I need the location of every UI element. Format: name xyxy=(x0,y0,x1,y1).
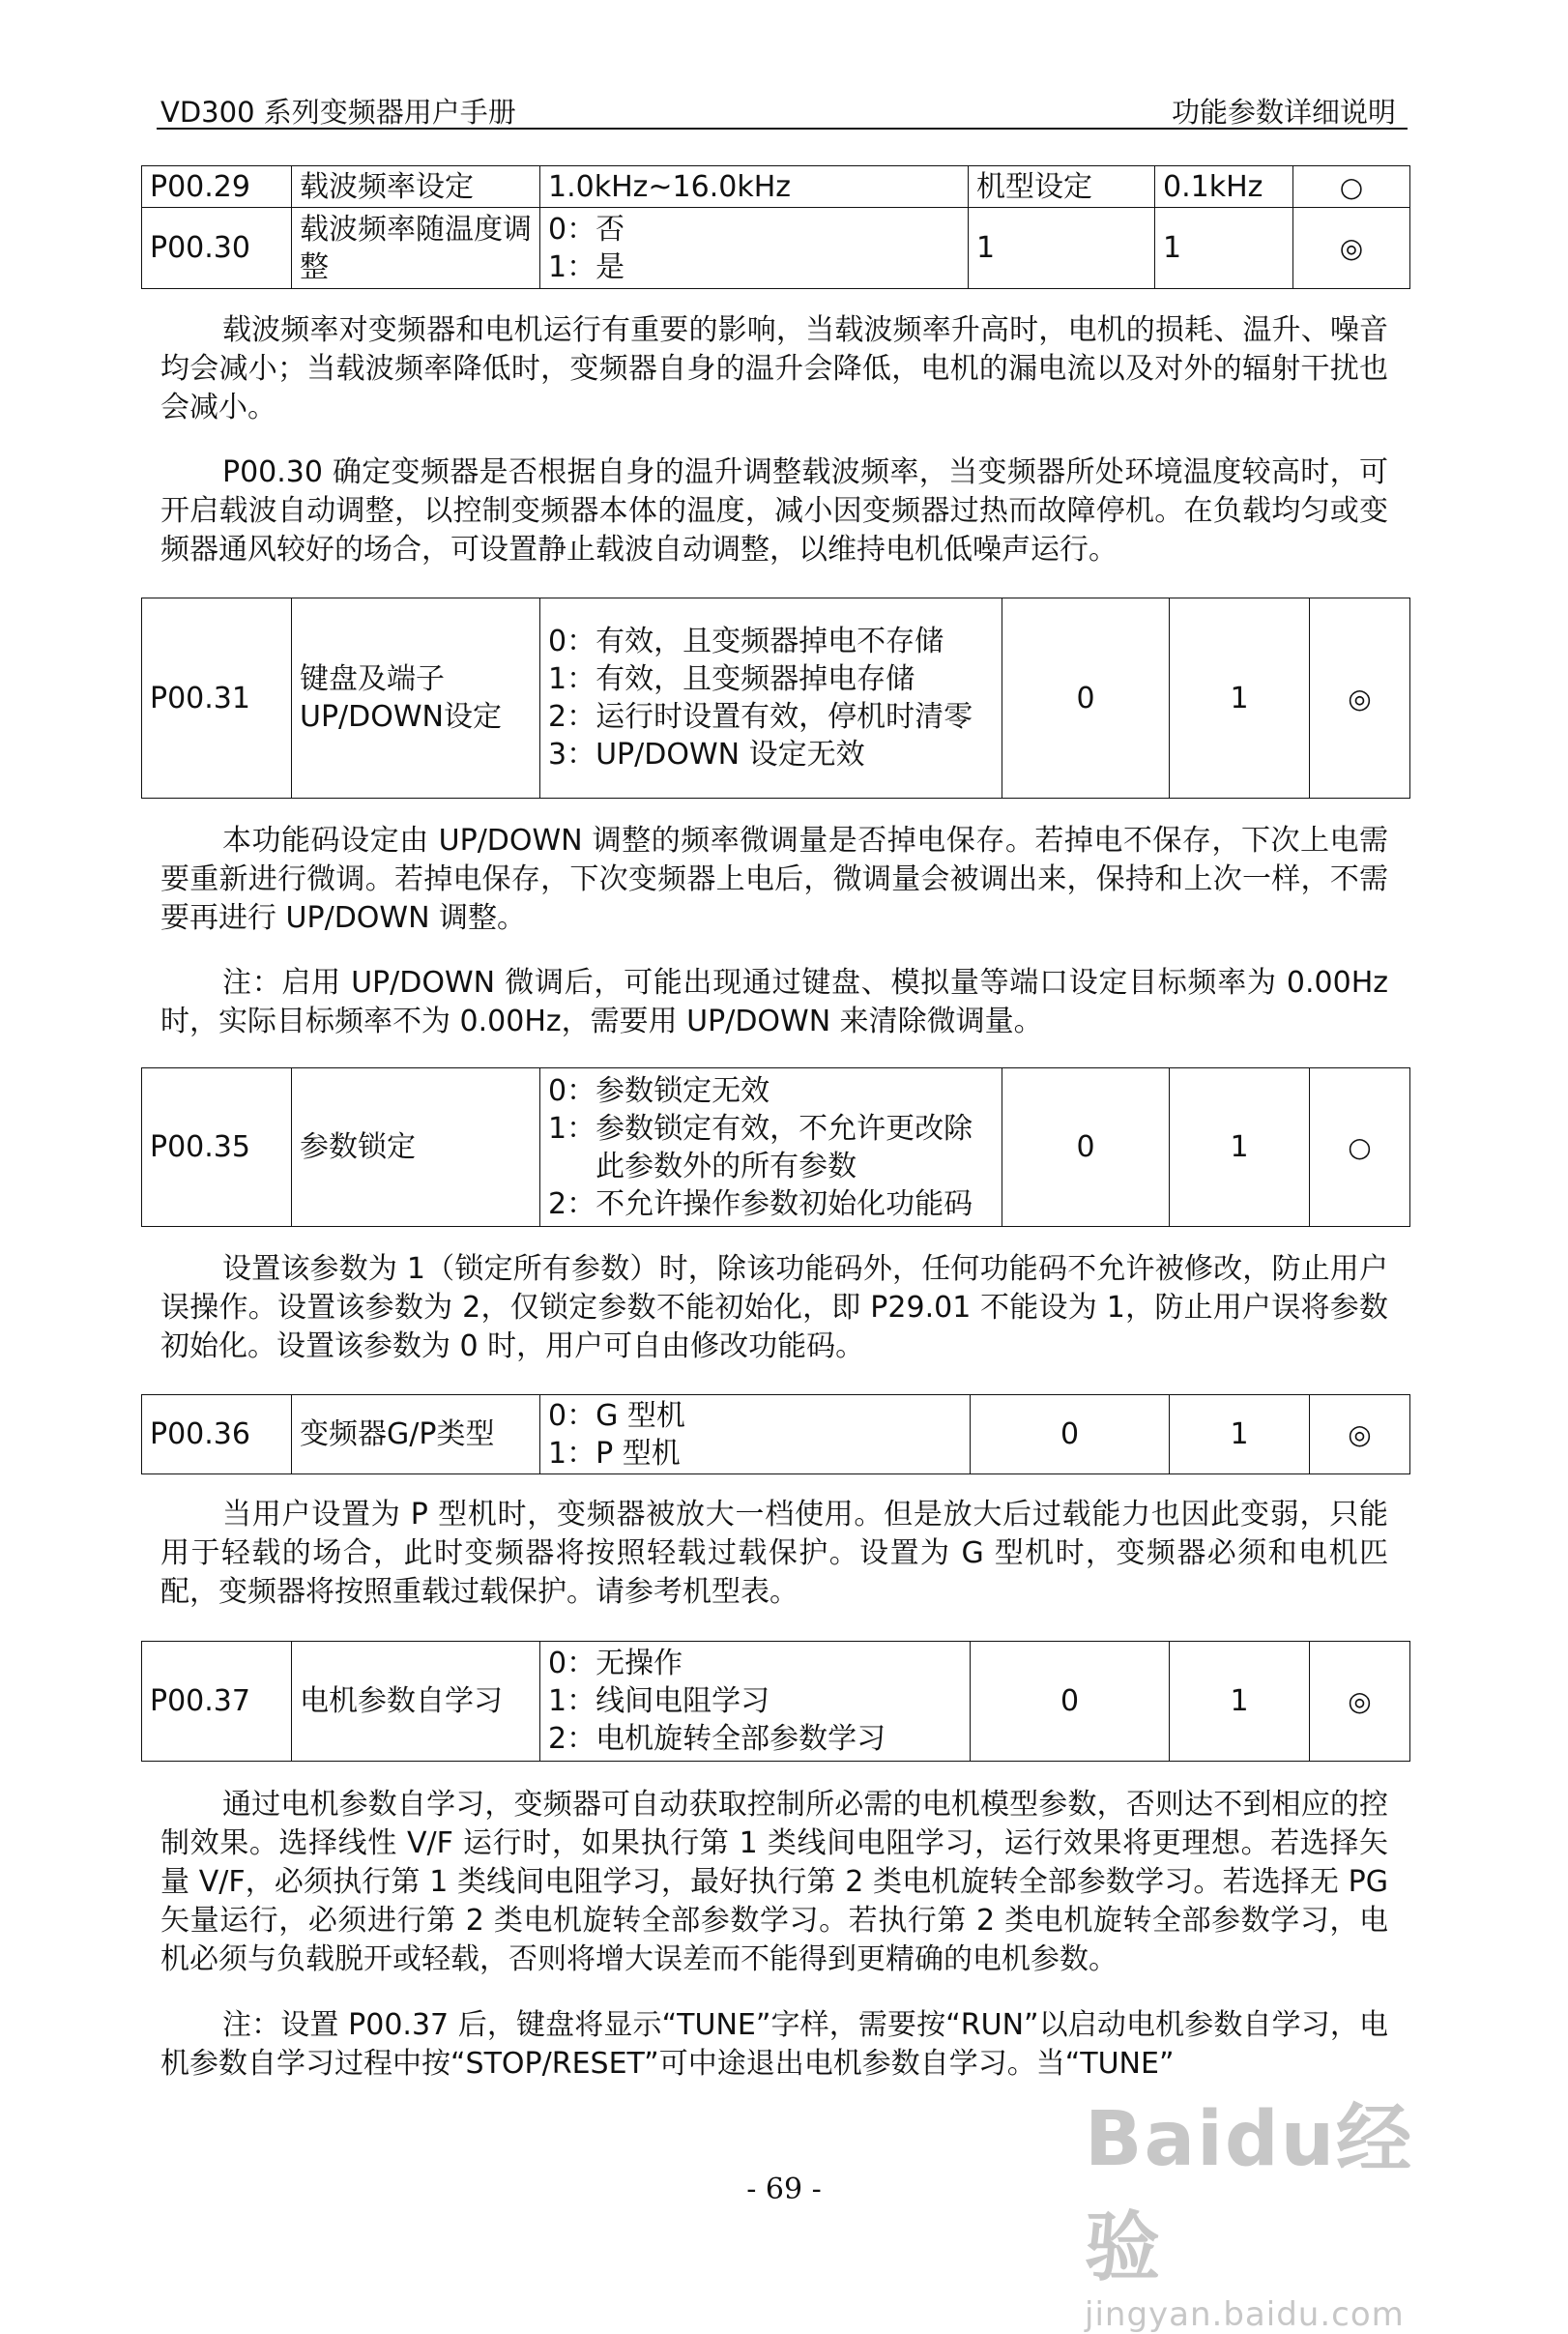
param-name xyxy=(292,598,540,799)
param-default: 1 xyxy=(969,208,1155,289)
option-item: 1： 是 xyxy=(548,249,625,284)
param-name: 变频器G/P类型 xyxy=(292,1395,540,1474)
option-item: 1： 有效，且变频器掉电存储 xyxy=(548,662,915,696)
table-row xyxy=(142,1068,1410,1227)
param-code: P00.29 xyxy=(142,166,292,208)
param-attr: ◎ xyxy=(1293,208,1410,289)
param-table-p00-35 xyxy=(141,1067,1410,1227)
paragraph-note-up-down: 注：启用 UP/DOWN 微调后，可能出现通过键盘、模拟量等端口设定目标频率为 0.00Hz 时，实际目标频率不为 0.00Hz，需要用 UP/DOWN 来清除微调量。 xyxy=(160,966,1388,1038)
param-code: P00.37 xyxy=(142,1642,292,1762)
option-item: 0： G 型机 xyxy=(548,1398,685,1433)
param-name-line2: UP/DOWN设定 xyxy=(300,700,502,734)
param-unit: 1 xyxy=(1170,1068,1310,1227)
table-row xyxy=(142,1642,1410,1762)
param-options xyxy=(540,1395,971,1474)
header-section: 功能参数详细说明 xyxy=(1171,96,1396,129)
option-item: 1： 参数锁定有效，不允许更改除此参数外的所有参数 xyxy=(548,1111,973,1183)
param-options xyxy=(540,1642,971,1762)
param-unit: 1 xyxy=(1155,208,1293,289)
option-item: 0： 无操作 xyxy=(548,1647,683,1680)
param-unit: 1 xyxy=(1170,1395,1310,1474)
page-number: - 69 - xyxy=(746,2173,822,2206)
paragraph-autotune: 通过电机参数自学习，变频器可自动获取控制所必需的电机模型参数，否则达不到相应的控制效果。选择线性 V/F 运行时，如果执行第 1 类线间电阻学习，运行效果将更理想。若选择矢量 V/F，必须执行第 1 类线间电阻学习，最好执行第 2 类电机旋转全部参数学习。若选择无 PG 矢量运行，必须进行第 2 类电机旋转全部参数学习。若执行第 2 类电机旋转全部参数学习，电机必须与负载脱开或轻载，否则将增大误差而不能得到更精确的电机参数。 xyxy=(160,1788,1388,1976)
param-default: 0 xyxy=(971,1642,1170,1762)
param-table-p00-37 xyxy=(141,1641,1410,1762)
option-item: 2： 运行时设置有效，停机时清零 xyxy=(548,700,973,734)
table-row xyxy=(142,1395,1410,1474)
param-attr: ○ xyxy=(1293,166,1410,208)
paragraph-gp-type: 当用户设置为 P 型机时，变频器被放大一档使用。但是放大后过载能力也因此变弱，只能用于轻载的场合，此时变频器将按照轻载过载保护。设置为 G 型机时，变频器必须和电机匹配，变频器将按照重载过载保护。请参考机型表。 xyxy=(160,1498,1388,1609)
param-name-line1: 键盘及端子 xyxy=(300,662,445,696)
param-default: 机型设定 xyxy=(969,166,1155,208)
watermark-logo: Baidu经验 xyxy=(1085,2096,1414,2291)
header-divider xyxy=(157,128,1408,130)
param-name: 载波频率随温度调整 xyxy=(292,208,540,289)
paragraph-p00-30: P00.30 确定变频器是否根据自身的温升调整载波频率，当变频器所处环境温度较高时，可开启载波自动调整，以控制变频器本体的温度，减小因变频器过热而故障停机。在负载均匀或变频器通风较好的场合，可设置静止载波自动调整，以维持电机低噪声运行。 xyxy=(160,455,1388,567)
table-row xyxy=(142,166,1410,208)
option-item: 1： 线间电阻学习 xyxy=(548,1684,770,1718)
option-item: 0： 参数锁定无效 xyxy=(548,1073,770,1108)
param-range: 1.0kHz~16.0kHz xyxy=(540,166,969,208)
header-title: VD300 系列变频器用户手册 xyxy=(160,96,516,129)
table-row xyxy=(142,208,1410,289)
param-options xyxy=(540,1068,1002,1227)
param-default: 0 xyxy=(971,1395,1170,1474)
param-attr: ◎ xyxy=(1310,1395,1410,1474)
param-unit: 1 xyxy=(1170,1642,1310,1762)
param-attr: ◎ xyxy=(1310,598,1410,799)
param-table-p00-36 xyxy=(141,1394,1410,1474)
paragraph-note-tune: 注：设置 P00.37 后，键盘将显示“TUNE”字样，需要按“RUN”以启动电机参数自学习，电机参数自学习过程中按“STOP/RESET”可中途退出电机参数自学习。当“TUNE” xyxy=(160,2008,1388,2081)
option-item: 3： UP/DOWN 设定无效 xyxy=(548,738,865,772)
param-name: 电机参数自学习 xyxy=(292,1642,540,1762)
param-default: 0 xyxy=(1002,598,1170,799)
param-options xyxy=(540,598,1002,799)
table-row xyxy=(142,598,1410,799)
param-name: 参数锁定 xyxy=(292,1068,540,1227)
watermark-url: jingyan.baidu.com xyxy=(1085,2295,1405,2334)
param-table-p00-31 xyxy=(141,598,1410,799)
option-item: 1： P 型机 xyxy=(548,1436,681,1471)
param-code: P00.30 xyxy=(142,208,292,289)
param-attr: ○ xyxy=(1310,1068,1410,1227)
param-code: P00.36 xyxy=(142,1395,292,1474)
param-code: P00.31 xyxy=(142,598,292,799)
param-options xyxy=(540,208,969,289)
option-item: 2： 电机旋转全部参数学习 xyxy=(548,1722,886,1756)
option-item: 2： 不允许操作参数初始化功能码 xyxy=(548,1186,973,1221)
option-item: 0： 否 xyxy=(548,212,625,247)
option-item: 0： 有效，且变频器掉电不存储 xyxy=(548,625,944,658)
paragraph-param-lock: 设置该参数为 1（锁定所有参数）时，除该功能码外，任何功能码不允许被修改，防止用户误操作。设置该参数为 2，仅锁定参数不能初始化，即 P29.01 不能设为 1，防止用户误将参数初始化。设置该参数为 0 时，用户可自由修改功能码。 xyxy=(160,1252,1388,1363)
param-unit: 0.1kHz xyxy=(1155,166,1293,208)
param-default: 0 xyxy=(1002,1068,1170,1227)
param-table-p00-29-30 xyxy=(141,165,1410,289)
param-code: P00.35 xyxy=(142,1068,292,1227)
watermark xyxy=(1085,2079,1452,2334)
paragraph-up-down: 本功能码设定由 UP/DOWN 调整的频率微调量是否掉电保存。若掉电不保存，下次上电需要重新进行微调。若掉电保存，下次变频器上电后，微调量会被调出来，保持和上次一样，不需要再进行 UP/DOWN 调整。 xyxy=(160,824,1388,935)
param-attr: ◎ xyxy=(1310,1642,1410,1762)
param-unit: 1 xyxy=(1170,598,1310,799)
paragraph-carrier-frequency: 载波频率对变频器和电机运行有重要的影响，当载波频率升高时，电机的损耗、温升、噪音均会减小；当载波频率降低时，变频器自身的温升会降低，电机的漏电流以及对外的辐射干扰也会减小。 xyxy=(160,313,1388,424)
param-name: 载波频率设定 xyxy=(292,166,540,208)
